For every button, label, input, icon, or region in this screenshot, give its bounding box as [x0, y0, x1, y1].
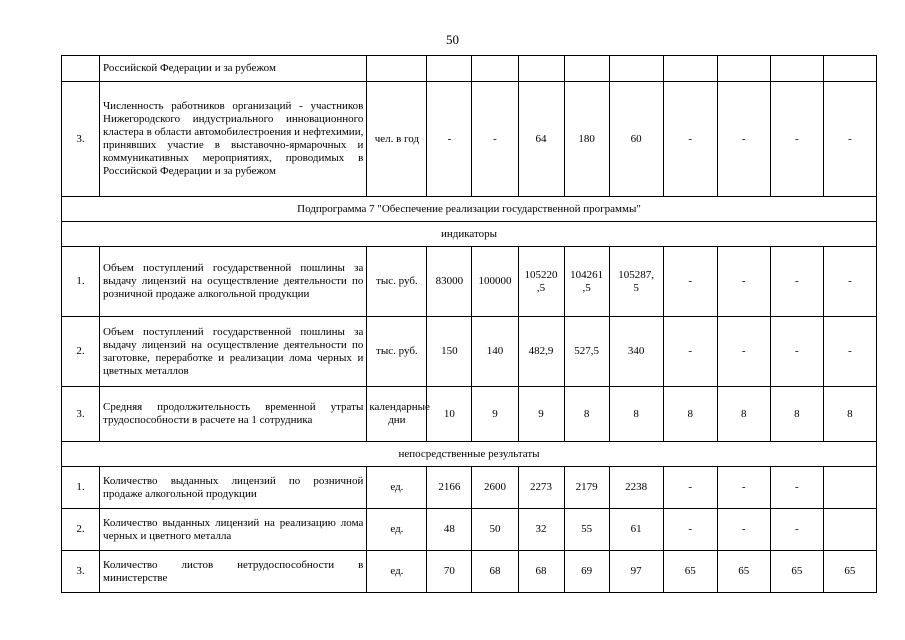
value-cell: 105220 ,5 — [518, 247, 564, 317]
value-cell: 150 — [427, 317, 472, 387]
value-cell: 482,9 — [518, 317, 564, 387]
value-cell: - — [663, 467, 717, 509]
table-row — [62, 509, 877, 551]
page-number: 50 — [446, 32, 459, 47]
value-cell: - — [717, 317, 770, 387]
value-cell: 100000 — [472, 247, 518, 317]
value-cell: - — [770, 247, 823, 317]
unit-cell: ед. — [367, 467, 427, 509]
value-cell: 8 — [717, 387, 770, 442]
unit-cell: календарные дни — [367, 387, 427, 442]
value-cell: 105287, 5 — [609, 247, 663, 317]
value-cell: 2179 — [564, 467, 609, 509]
value-cell: 68 — [472, 551, 518, 593]
table-row — [62, 247, 877, 317]
value-cell: 104261 ,5 — [564, 247, 609, 317]
table-row — [62, 317, 877, 387]
value-cell — [609, 56, 663, 82]
value-cell: - — [717, 467, 770, 509]
value-cell: - — [717, 82, 770, 197]
value-cell: - — [770, 317, 823, 387]
value-cell: - — [663, 247, 717, 317]
value-cell: 65 — [717, 551, 770, 593]
section-header-row — [62, 197, 877, 222]
value-cell: - — [823, 82, 876, 197]
value-cell: 83000 — [427, 247, 472, 317]
unit-cell: ед. — [367, 551, 427, 593]
value-cell: - — [770, 509, 823, 551]
value-cell: 2166 — [427, 467, 472, 509]
indicator-name-cell: Численность работников организаций - участников Нижегородского индустриального инновационного кластера в области автомобилестроения и нефтехимии, принявших участие в выставочно-ярмарочных и коммуникативных мероприятиях, проводимых в Российской Федерации и за рубежом — [100, 82, 367, 197]
value-cell — [472, 56, 518, 82]
value-cell: 55 — [564, 509, 609, 551]
value-cell: 68 — [518, 551, 564, 593]
value-cell: 32 — [518, 509, 564, 551]
row-number-cell: 3. — [62, 82, 100, 197]
unit-cell: ед. — [367, 509, 427, 551]
value-cell: - — [770, 467, 823, 509]
value-cell: - — [663, 317, 717, 387]
value-cell: 65 — [770, 551, 823, 593]
value-cell — [823, 509, 876, 551]
value-cell: 61 — [609, 509, 663, 551]
value-cell — [823, 56, 876, 82]
row-number-cell: 1. — [62, 467, 100, 509]
value-cell: - — [823, 247, 876, 317]
table-row — [62, 467, 877, 509]
indicator-name-cell: Средняя продолжительность временной утраты трудоспособности в расчете на 1 сотрудника — [100, 387, 367, 442]
value-cell: 8 — [609, 387, 663, 442]
value-cell — [823, 467, 876, 509]
value-cell: 8 — [564, 387, 609, 442]
value-cell: - — [823, 317, 876, 387]
value-cell: 64 — [518, 82, 564, 197]
value-cell: - — [472, 82, 518, 197]
value-cell: 180 — [564, 82, 609, 197]
table-row — [62, 551, 877, 593]
value-cell: 70 — [427, 551, 472, 593]
value-cell: 9 — [472, 387, 518, 442]
unit-cell — [367, 56, 427, 82]
row-number-cell: 2. — [62, 317, 100, 387]
value-cell — [663, 56, 717, 82]
value-cell: - — [717, 509, 770, 551]
section-header: непосредственные результаты — [62, 442, 877, 467]
value-cell: 8 — [823, 387, 876, 442]
value-cell: - — [427, 82, 472, 197]
value-cell: 9 — [518, 387, 564, 442]
value-cell: 60 — [609, 82, 663, 197]
value-cell: 140 — [472, 317, 518, 387]
value-cell: - — [663, 82, 717, 197]
table-row — [62, 56, 877, 82]
value-cell — [770, 56, 823, 82]
row-number-cell: 3. — [62, 551, 100, 593]
value-cell: 97 — [609, 551, 663, 593]
section-header-row — [62, 222, 877, 247]
indicator-name-cell: Объем поступлений государственной пошлины за выдачу лицензий на осуществление деятельности по заготовке, переработке и реализации лома черных и цветных металлов — [100, 317, 367, 387]
value-cell: 2600 — [472, 467, 518, 509]
indicators-table — [61, 55, 877, 593]
section-header-row — [62, 442, 877, 467]
indicator-name-cell: Количество листов нетрудоспособности в министерстве — [100, 551, 367, 593]
section-header: индикаторы — [62, 222, 877, 247]
value-cell: - — [770, 82, 823, 197]
row-number-cell: 3. — [62, 387, 100, 442]
unit-cell: тыс. руб. — [367, 247, 427, 317]
value-cell: 10 — [427, 387, 472, 442]
value-cell: 527,5 — [564, 317, 609, 387]
value-cell: 8 — [663, 387, 717, 442]
section-header: Подпрограмма 7 "Обеспечение реализации государственной программы" — [62, 197, 877, 222]
value-cell: 69 — [564, 551, 609, 593]
value-cell: 50 — [472, 509, 518, 551]
table-row — [62, 82, 877, 197]
indicator-name-cell: Объем поступлений государственной пошлины за выдачу лицензий на осуществление деятельности по розничной продаже алкогольной продукции — [100, 247, 367, 317]
indicator-name-cell: Количество выданных лицензий на реализацию лома черных и цветного металла — [100, 509, 367, 551]
value-cell — [518, 56, 564, 82]
value-cell: 48 — [427, 509, 472, 551]
unit-cell: тыс. руб. — [367, 317, 427, 387]
table-row — [62, 387, 877, 442]
value-cell: 65 — [663, 551, 717, 593]
row-number-cell: 1. — [62, 247, 100, 317]
value-cell: 340 — [609, 317, 663, 387]
value-cell: 2273 — [518, 467, 564, 509]
row-number-cell — [62, 56, 100, 82]
value-cell: - — [663, 509, 717, 551]
value-cell: 8 — [770, 387, 823, 442]
row-number-cell: 2. — [62, 509, 100, 551]
unit-cell: чел. в год — [367, 82, 427, 197]
indicator-name-cell: Российской Федерации и за рубежом — [100, 56, 367, 82]
value-cell: - — [717, 247, 770, 317]
value-cell — [564, 56, 609, 82]
value-cell — [717, 56, 770, 82]
value-cell: 65 — [823, 551, 876, 593]
value-cell — [427, 56, 472, 82]
indicator-name-cell: Количество выданных лицензий по розничной продаже алкогольной продукции — [100, 467, 367, 509]
value-cell: 2238 — [609, 467, 663, 509]
